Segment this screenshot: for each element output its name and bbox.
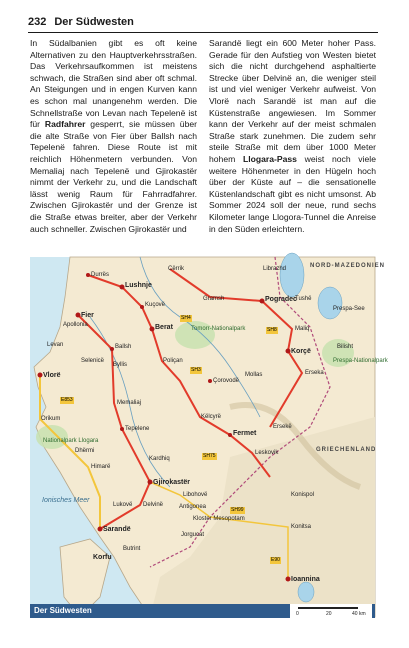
header-rule xyxy=(28,32,378,33)
place-label: Nationalpark Llogara xyxy=(43,438,99,444)
bold-term: Radfahrer xyxy=(44,119,86,130)
page-header xyxy=(28,12,378,32)
road-number-label: SH75 xyxy=(203,453,216,459)
text-column-left xyxy=(30,38,197,235)
place-label: Korçë xyxy=(291,348,311,355)
place-label: Cërrik xyxy=(168,266,184,272)
place-label: Kloster Mesopotam xyxy=(193,516,245,522)
road-number-label: E853 xyxy=(61,397,73,403)
place-label: Fier xyxy=(81,312,94,319)
park-llogara xyxy=(36,425,68,449)
road-number-label: SH3 xyxy=(191,367,201,373)
scale-label: 0 xyxy=(296,611,299,617)
place-label: Dhërmi xyxy=(75,448,95,454)
paragraph-right: Sarandë liegt ein 600 Meter hoher Pass. Gerade für den Aufstieg von Westen bietet sich die nicht durchgehend asphaltierte Strecke über Delvinë an, die weniger steil ist und viel weniger Verkehr aufweist. Von Vlorë nach Sarandë ist man auf die Küstenstraße angewiesen. Im Sommer kann der Verkehr auf der meist schmalen Straße stark zunehmen. Die zudem sehr steile Straße mit dem über 1000 Meter hohem Llogara-Pass weist noch viele weitere Höhenmeter in den Hügeln hoch über der Küste auf – die sensationelle Küstenlandschaft gibt es nicht umsonst. Ab Sommer 2024 soll der neue, rund sechs Kilometer lange Llogora-Tunnel die Anreise in den Süden erleichtern. xyxy=(209,38,376,234)
map-scale xyxy=(290,604,372,618)
place-label: Apollonia xyxy=(63,322,88,328)
place-label: Prespa-See xyxy=(333,306,365,312)
place-label: Lushnje xyxy=(125,282,152,289)
text-column-right xyxy=(209,38,376,235)
place-label: Butrint xyxy=(123,546,141,552)
place-label: Erseka xyxy=(305,370,324,376)
road-number-label: E90 xyxy=(271,557,280,563)
scale-bar xyxy=(298,607,358,609)
place-label: Pogradec xyxy=(265,296,297,303)
place-label: Sarandë xyxy=(103,526,131,533)
place-label: Tomorr-Nationalpark xyxy=(191,326,246,332)
place-label: Mollas xyxy=(245,372,263,378)
bold-term: Llogara-Pass xyxy=(242,153,297,164)
place-label: Konitsa xyxy=(291,524,312,530)
place-label: Lukovë xyxy=(113,502,133,508)
country-label: NORD-MAZEDONIEN xyxy=(310,263,385,269)
place-label: Levan xyxy=(47,342,64,348)
scale-label: 20 xyxy=(326,611,332,617)
map-figure xyxy=(30,257,388,617)
paragraph-left: In Südalbanien gibt es oft keine Alternativen zu den Hauptverkehrsstraßen. Das Verkehrsaufkommen ist meistens schwach, die Straßen sind aber oft schmal. An Steigungen und in engen Kurven kann es schon mal unangenehm werden. Die Schnellstraße von Levan nach Tepelenë ist für Radfahrer gesperrt, sie müssen über die alte Straße von Fier über Ballsh nach Tepelenë fahren. Diese Route ist mit reichlich Höhenmetern verbunden. Von Memaliaj nach Tepelenë und Gjirokastër nimmt der Verkehr zu, und die Landschaft lässt wenig Raum für Fahrradfahrer. Zwischen Gjirokastër und der Grenze ist die Straße etwas breiter, aber der Verkehr auch schneller. Zwischen Gjirokastër und xyxy=(30,38,197,234)
place-label: Vlorë xyxy=(43,372,61,379)
place-label: Tepelene xyxy=(125,426,150,432)
lake-ohrid xyxy=(280,253,304,297)
place-label: Ballsh xyxy=(115,344,132,350)
place-label: Orikum xyxy=(41,416,61,422)
sea-label: Ionisches Meer xyxy=(42,497,90,504)
road-number-label: SH8 xyxy=(267,327,277,333)
road-number-label: SH99 xyxy=(231,507,244,513)
place-label: Leskovik xyxy=(255,450,279,456)
country-label: GRIECHENLAND xyxy=(316,447,377,453)
place-label: Gramsh xyxy=(203,296,225,302)
place-label: Byllis xyxy=(113,362,128,368)
place-label: Selenicë xyxy=(81,358,105,364)
map-caption: Der Südwesten xyxy=(30,604,375,618)
lake-prespa xyxy=(318,287,342,319)
place-label: Berat xyxy=(155,324,173,331)
place-label: Bilisht xyxy=(337,344,354,350)
place-label: Tushë xyxy=(295,296,312,302)
map-base xyxy=(30,257,375,617)
place-label: Korfu xyxy=(93,554,112,561)
scale-label: 40 km xyxy=(352,611,366,617)
page-number: 232 xyxy=(28,16,47,28)
place-label: Kardhiq xyxy=(149,456,170,462)
place-label: Çorovodë xyxy=(213,378,240,384)
place-label: Antigonea xyxy=(179,504,207,510)
place-label: Këlcyrë xyxy=(201,414,222,420)
road-number-label: SH4 xyxy=(181,315,191,321)
place-label: Himarë xyxy=(91,464,111,470)
place-label: Kuçovë xyxy=(145,302,166,308)
place-label: Ersekë xyxy=(273,424,292,430)
place-label: Libohovë xyxy=(183,492,208,498)
place-label: Ioannina xyxy=(291,576,320,583)
place-label: Jorgucat xyxy=(181,532,205,538)
place-label: Delvinë xyxy=(143,502,164,508)
place-label: Maliq xyxy=(295,326,310,332)
place-label: Poliçan xyxy=(163,358,183,364)
place-label: Librazhd xyxy=(263,266,287,272)
place-label: Prespa-Nationalpark xyxy=(333,358,388,364)
place-label: Konispol xyxy=(291,492,315,498)
place-label: Durrës xyxy=(91,272,110,278)
place-label: Memaliaj xyxy=(117,400,142,406)
chapter-title: Der Südwesten xyxy=(54,16,134,28)
lake-ioannina xyxy=(298,582,314,602)
place-label: Gjirokastër xyxy=(153,479,190,486)
place-label: Fermet xyxy=(233,430,257,437)
